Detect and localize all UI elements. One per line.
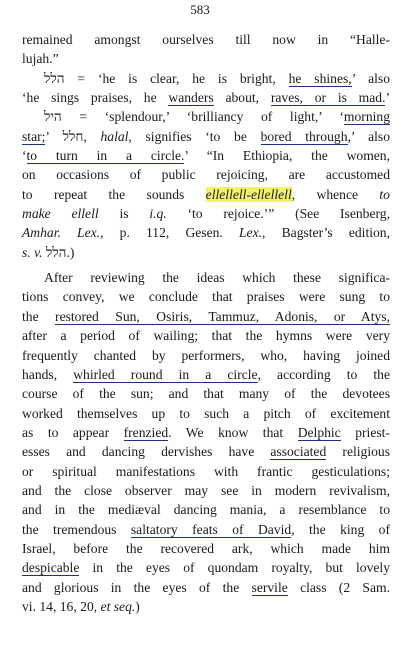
underlined-phrase: whirled round in a circle	[73, 366, 258, 382]
text-line	[22, 243, 390, 262]
text-span: ’	[385, 90, 390, 106]
underlined-phrase: restored Sun, Osiris, Tammuz, Adonis, or Atys,	[55, 308, 390, 324]
text-span: as to appear	[22, 424, 124, 440]
text-span: After reviewing the ideas which these significa-	[44, 270, 390, 286]
text-line	[22, 578, 390, 597]
underlined-phrase: Delphic	[297, 424, 341, 440]
underlined-phrase: frenzied	[123, 424, 169, 440]
underlined-phrase: wanders	[168, 90, 214, 106]
text-span: religious	[326, 444, 390, 460]
text-line	[22, 539, 390, 558]
text-line	[22, 346, 390, 365]
text-span: ’ also	[351, 70, 390, 86]
text-line	[22, 49, 390, 68]
text-line	[22, 326, 390, 345]
italic-phrase: halal	[100, 128, 129, 144]
text-span: הלל = ‘he is clear, he is bright,	[44, 70, 289, 86]
text-span: ‘he sings praises, he	[22, 90, 169, 106]
text-line	[22, 88, 390, 107]
text-line	[22, 185, 390, 204]
text-span: and in the mediæval dancing mania, a resemblance to	[22, 502, 390, 518]
text-span: ’ “In Ethiopia, the women,	[184, 148, 390, 164]
text-span: about,	[213, 90, 271, 106]
text-span: frequently chanted by performers, who, having joined	[22, 347, 390, 363]
text-span: or spiritual manifestations with frantic gesticulations;	[22, 463, 390, 479]
text-span: היל = ‘splendour,’ ‘brilliancy of light,’ ‘	[44, 109, 344, 125]
text-span: class (2 Sam.	[287, 579, 390, 595]
text-span: , whence	[291, 186, 380, 202]
text-span: הלל.)	[42, 244, 75, 260]
italic-phrase: Amhar. Lex.	[22, 225, 101, 241]
text-span: esses and dancing dervishes have	[22, 444, 271, 460]
text-line	[22, 442, 390, 461]
text-span: priest-	[340, 424, 390, 440]
text-span: Israel, before the recovered ark, which made him	[22, 540, 390, 556]
text-span: worked themselves up to such a pitch of excitement	[22, 405, 390, 421]
text-line	[22, 127, 390, 146]
text-line	[22, 500, 390, 519]
text-span: after a period of wailing; that the hymns were very	[22, 328, 390, 344]
underlined-phrase: star;	[22, 128, 46, 144]
text-line	[22, 481, 390, 500]
text-span: ,’ also	[347, 128, 390, 144]
italic-phrase: i.q.	[149, 206, 167, 222]
italic-phrase: to	[379, 186, 390, 202]
text-line	[22, 287, 390, 306]
text-span: , according to the	[257, 366, 391, 382]
text-span: hands,	[22, 366, 74, 382]
text-line	[22, 107, 390, 126]
text-span: ‘	[22, 148, 27, 164]
underlined-phrase: associated	[270, 444, 327, 460]
text-span: , signifies ‘to be	[128, 128, 261, 144]
text-span: is	[98, 206, 150, 222]
text-line	[22, 204, 390, 223]
text-line	[22, 462, 390, 481]
text-span: course of the sun; and that many of the devotees	[22, 386, 390, 402]
underlined-phrase: to turn in a circle.	[26, 148, 185, 164]
text-line	[22, 165, 390, 184]
text-line	[22, 223, 390, 242]
text-span: . We know that	[168, 424, 298, 440]
italic-phrase: Lex.	[239, 225, 263, 241]
text-line	[22, 558, 390, 577]
text-span: on occasions of public rejoicing, are accustomed	[22, 167, 390, 183]
text-span: , p. 112, Gesen.	[100, 225, 239, 241]
text-span: ‘to rejoice.’” (See Isenberg,	[166, 206, 390, 222]
text-line	[22, 30, 390, 49]
italic-phrase: et seq.	[100, 598, 136, 614]
text-line	[22, 423, 390, 442]
text-span: , Bagster’s edition,	[262, 225, 391, 241]
text-span: the tremendous	[22, 521, 131, 537]
text-span: vi. 14, 16, 20,	[22, 598, 101, 614]
underlined-phrase: despicable	[22, 560, 80, 576]
text-line	[22, 597, 390, 616]
text-line	[22, 69, 390, 88]
text-span: tions convey, we conclude that praises were sung to	[22, 289, 390, 305]
body-text	[22, 30, 390, 616]
text-span: in the eyes of quondam royalty, but lovely	[79, 560, 390, 576]
underlined-phrase: saltatory feats of David	[130, 521, 292, 537]
italic-phrase: s. v.	[22, 244, 43, 260]
text-line	[22, 146, 390, 165]
text-line	[22, 520, 390, 539]
highlighted-phrase: ellellell-ellellell	[205, 186, 292, 202]
text-span: and the close observer may see in modern revivalism,	[22, 482, 390, 498]
underlined-phrase: bored through	[260, 128, 348, 144]
text-span: to repeat the sounds	[22, 186, 206, 202]
underlined-phrase: morning	[343, 109, 390, 125]
text-line	[22, 404, 390, 423]
underlined-phrase: raves, or is mad.	[270, 90, 386, 106]
text-line	[22, 384, 390, 403]
text-line	[22, 268, 390, 287]
underlined-phrase: he shines,	[288, 70, 352, 86]
text-span: ’ חלל,	[45, 128, 101, 144]
text-span: and glorious in the eyes of the	[22, 579, 252, 595]
italic-phrase: make ellell	[22, 206, 99, 222]
text-span: , the king of	[291, 521, 390, 537]
page-number: 583	[190, 2, 210, 17]
underlined-phrase: servile	[251, 579, 288, 595]
text-span: )	[135, 598, 140, 614]
text-line	[22, 365, 390, 384]
text-line	[22, 307, 390, 326]
text-span: remained amongst ourselves till now in “Halle-	[22, 32, 390, 47]
text-span: the	[22, 308, 56, 324]
text-span: lujah.”	[22, 51, 59, 67]
